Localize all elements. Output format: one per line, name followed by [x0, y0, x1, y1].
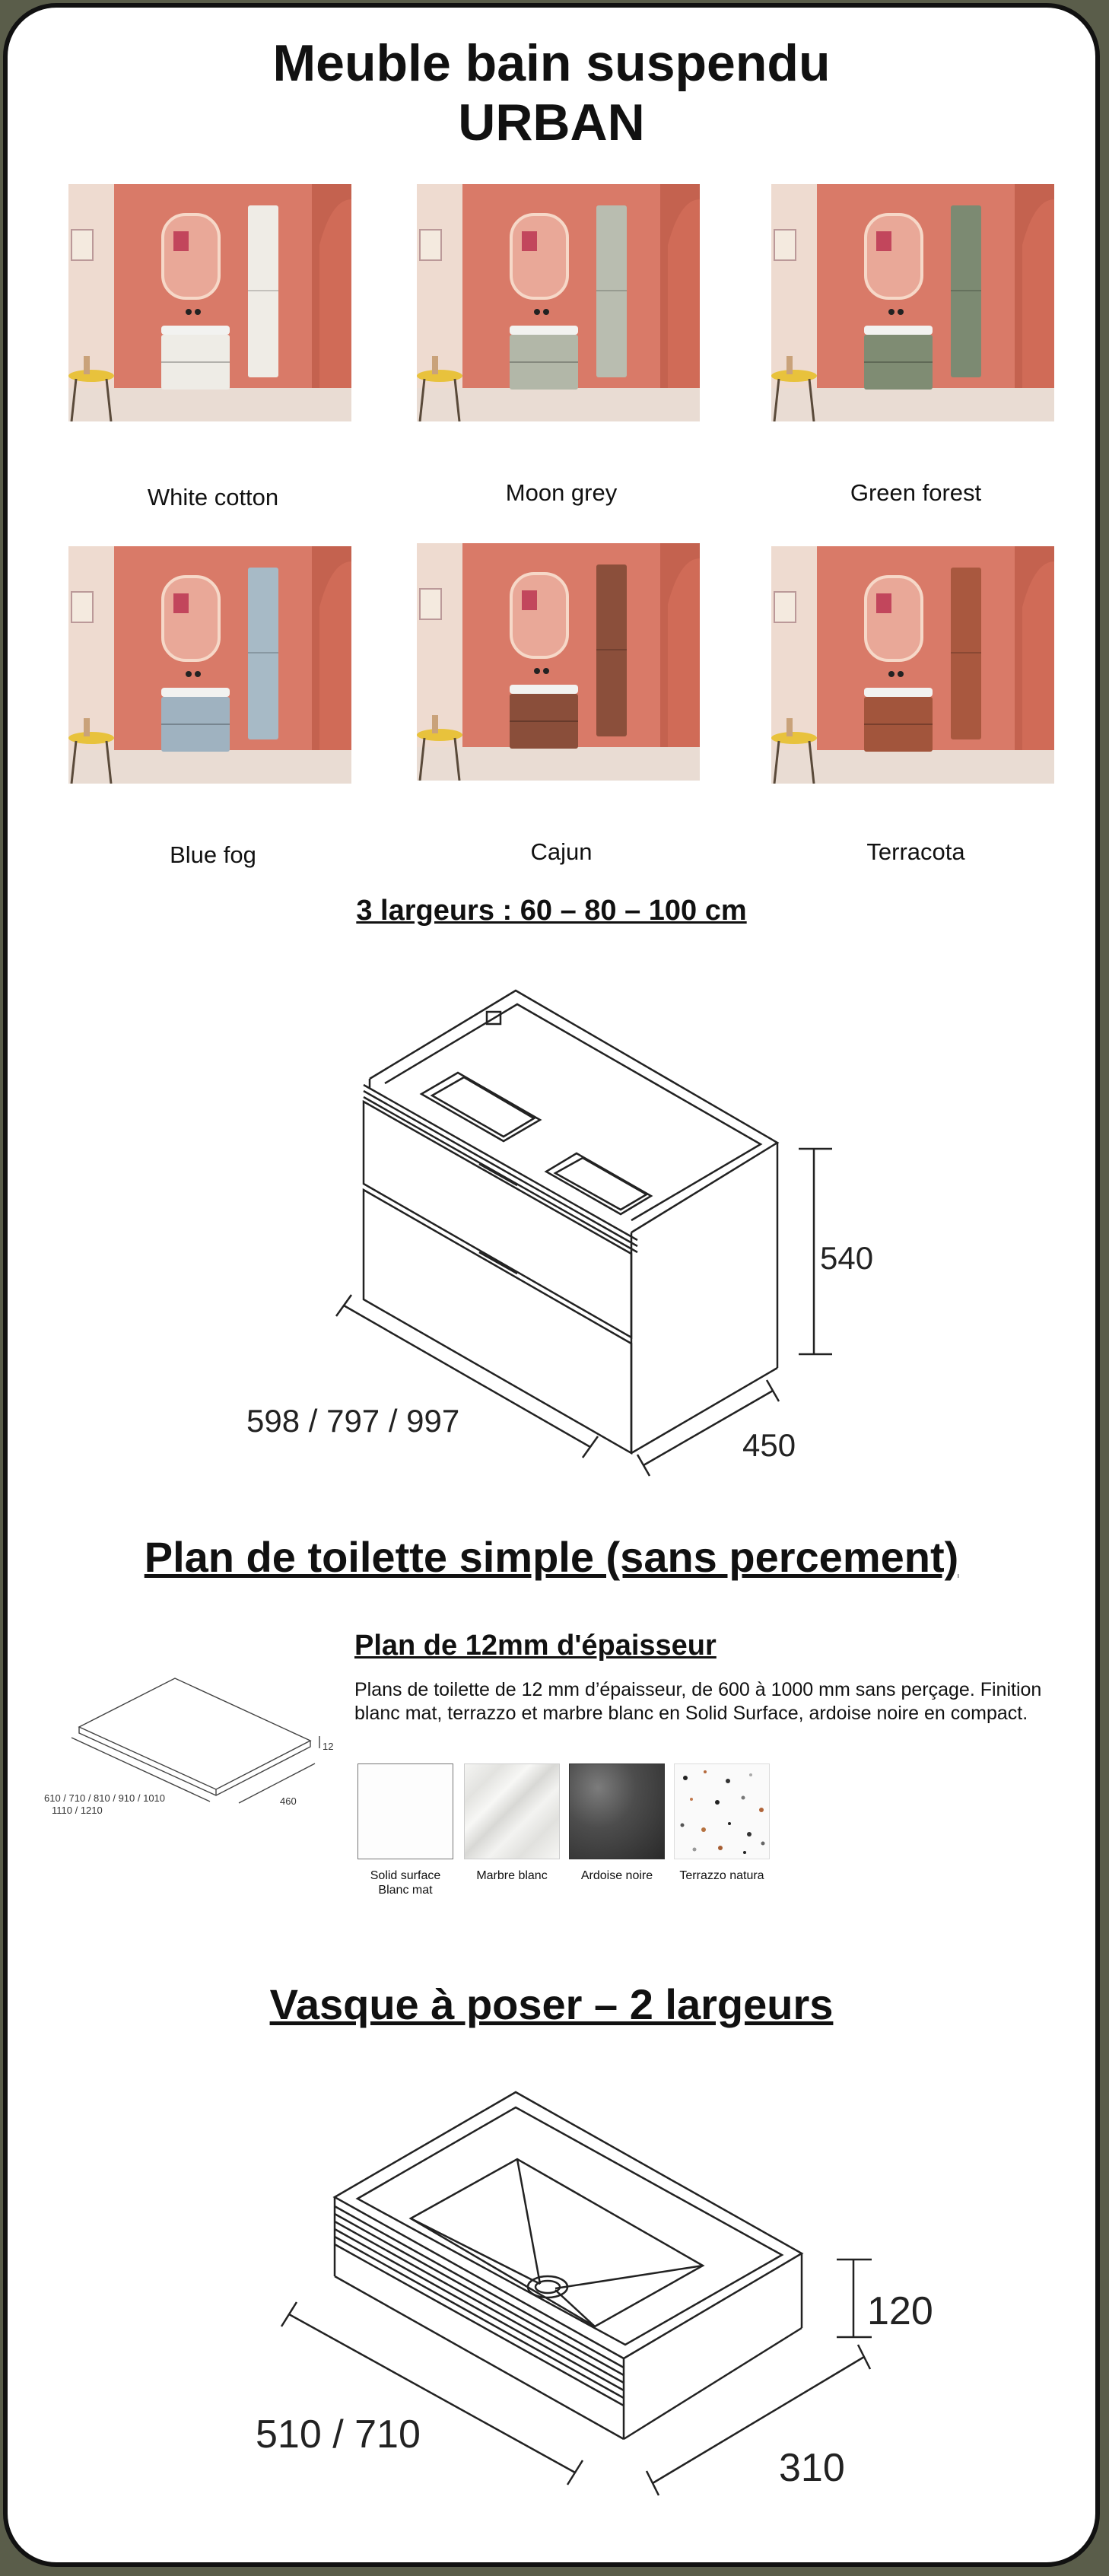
countertop-thickness-label: 12 [323, 1741, 334, 1752]
cabinet-depth-label: 450 [742, 1427, 796, 1463]
variant-thumbnail [68, 546, 351, 784]
material-marbre-label: Marbre blanc [476, 1869, 548, 1882]
material-terrazzo-label: Terrazzo natura [679, 1869, 764, 1882]
variant-thumbnail [68, 184, 351, 421]
variant-label: Blue fog [170, 841, 256, 868]
basin-heading: Vasque à poser – 2 largeurs [269, 1980, 834, 2028]
material-marbre-swatch [464, 1763, 560, 1859]
plan-heading: Plan de toilette simple (sans percement) [144, 1533, 959, 1581]
countertop-widths-line1: 610 / 710 / 810 / 910 / 1010 [44, 1792, 166, 1804]
variant-thumbnail [771, 546, 1054, 784]
material-solid-surface-swatch [357, 1763, 453, 1859]
countertop-widths-line2: 1110 / 1210 [52, 1805, 103, 1816]
material-ardoise-swatch [569, 1763, 665, 1859]
variant-label: Terracota [866, 838, 965, 865]
title-line-1: Meuble bain suspendu [272, 34, 831, 92]
plan-subheading: Plan de 12mm d'épaisseur [354, 1630, 717, 1662]
variant-thumbnail [771, 184, 1054, 421]
cabinet-height-label: 540 [820, 1240, 874, 1276]
variant-label: White cotton [147, 484, 279, 510]
material-ardoise-label: Ardoise noire [580, 1869, 653, 1882]
material-terrazzo-swatch [674, 1763, 770, 1859]
basin-depth-label: 310 [779, 2446, 845, 2490]
variant-label: Green forest [850, 479, 982, 506]
variant-thumbnail [417, 184, 700, 421]
basin-width-label: 510 / 710 [256, 2412, 421, 2457]
countertop-depth-label: 460 [280, 1795, 297, 1807]
variant-thumbnail [417, 543, 700, 781]
basin-height-label: 120 [867, 2289, 933, 2333]
cabinet-width-label: 598 / 797 / 997 [246, 1403, 460, 1439]
variant-label: Cajun [530, 838, 593, 865]
widths-heading: 3 largeurs : 60 – 80 – 100 cm [356, 895, 747, 927]
plan-description: Plans de toilette de 12 mm d’épaisseur, de 600 à 1000 mm sans perçage. Finition blanc mat, terrazzo et marbre blanc en Solid Surface, ardoise noire en compact. [354, 1679, 1042, 1724]
title-line-2: URBAN [458, 94, 645, 151]
product-sheet [3, 3, 1100, 2567]
variant-label: Moon grey [505, 479, 618, 506]
material-solid-surface-label: Solid surface Blanc mat [370, 1869, 441, 1897]
